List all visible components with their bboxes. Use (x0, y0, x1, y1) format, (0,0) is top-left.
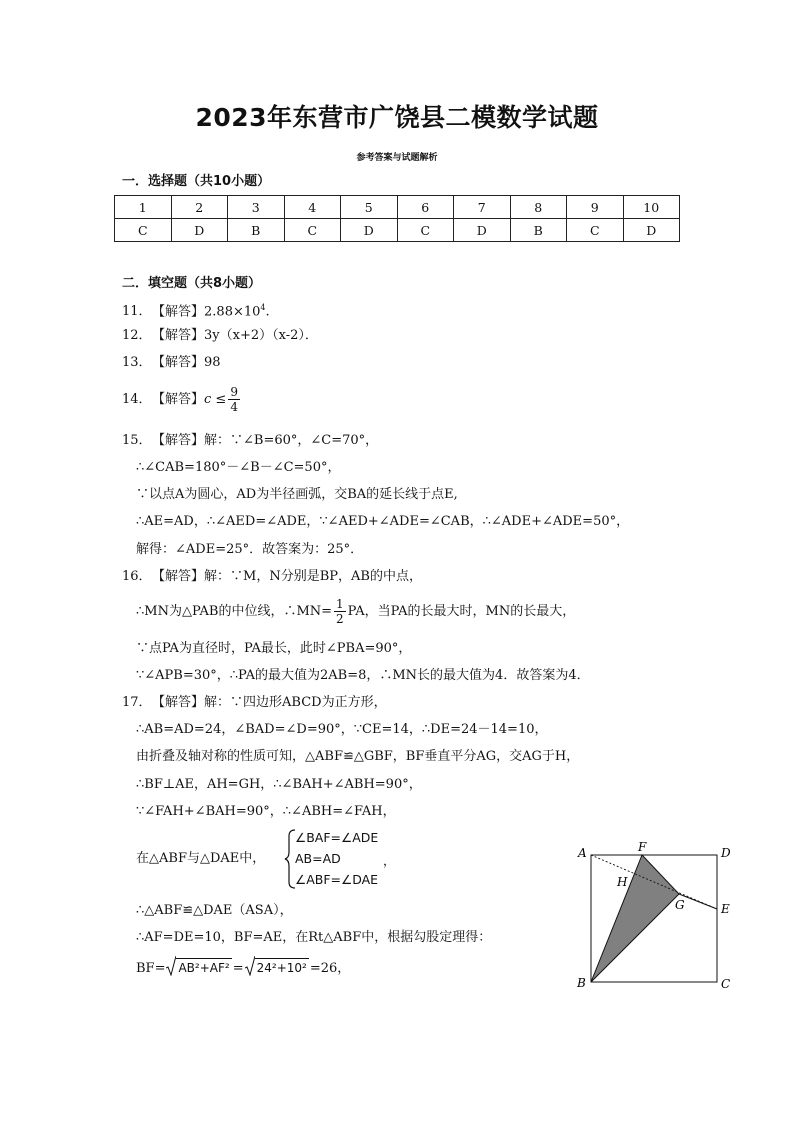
table-cell-answer: D (341, 219, 398, 242)
label-d: D (721, 846, 731, 860)
question-17 (122, 694, 387, 712)
solution-line: 由折叠及轴对称的性质可知，△ABF≌△GBF，BF垂直平分AG，交AG于H， (136, 749, 580, 764)
label-a: A (578, 846, 587, 860)
solution-line: 解：∵∠B=60°，∠C=70°， (204, 433, 379, 448)
solution-text: BF= (136, 961, 166, 976)
radical-sign-icon (245, 956, 255, 976)
fraction (334, 597, 346, 626)
solution-text: ∴MN为△PAB的中位线，∴MN= (136, 604, 333, 619)
solution-line-with-fraction (136, 595, 575, 629)
solution-line: ∵点PA为直径时，PA最长，此时∠PBA=90°， (136, 641, 412, 656)
table-cell-answer: B (510, 219, 567, 242)
answer-tag: 【解答】 (152, 355, 205, 370)
answer-inequality: c ≤ (204, 392, 227, 407)
question-number: 17． (122, 695, 152, 710)
table-cell-number: 1 (115, 196, 172, 219)
question-12 (122, 327, 318, 345)
question-14 (122, 383, 242, 417)
solution-line: ∴AE=AD，∴∠AED=∠ADE，∵∠AED+∠ADE=∠CAB，∴∠ADE+∠ADE=50°， (136, 514, 630, 529)
square-root (245, 958, 309, 978)
table-cell-answer: C (397, 219, 454, 242)
question-number: 12． (122, 328, 152, 343)
table-cell-answer: C (567, 219, 624, 242)
solution-line: ∴△ABF≌△DAE（ASA）， (136, 903, 293, 918)
case-line-2: AB=AD (295, 851, 341, 866)
solution-text: =26， (309, 961, 351, 976)
answer-tag: 【解答】 (152, 569, 205, 584)
table-cell-answer: C (115, 219, 172, 242)
equals-sign: = (232, 961, 244, 976)
table-cell-number: 10 (623, 196, 680, 219)
answer-text: 98 (204, 355, 221, 370)
question-15 (122, 432, 378, 450)
solution-line-sqrt (136, 958, 350, 978)
solution-line: ∵以点A为圆心，AD为半径画弧，交BA的延长线于点E, (136, 487, 458, 502)
label-e: E (721, 902, 730, 916)
table-cell-answer: D (623, 219, 680, 242)
solution-line: ∴BF⊥AE，AH=GH，∴∠BAH+∠ABH=90°， (136, 777, 422, 792)
radical-sign-icon (166, 956, 176, 976)
question-11 (122, 299, 270, 321)
solution-line: ∵∠FAH+∠BAH=90°，∴∠ABH=∠FAH， (136, 804, 396, 819)
question-number: 15． (122, 433, 152, 448)
radicand: 24²+10² (255, 958, 309, 977)
solution-line: ∴∠CAB=180°－∠B－∠C=50°， (136, 460, 341, 475)
case-line-3: ∠ABF=∠DAE (295, 872, 379, 887)
question-number: 16． (122, 569, 152, 584)
table-cell-number: 9 (567, 196, 624, 219)
page-subtitle: 参考答案与试题解析 (356, 153, 438, 163)
label-b: B (577, 976, 586, 990)
case-line-1: ∠BAF=∠ADE (295, 830, 379, 845)
fraction-denominator: 4 (230, 400, 238, 414)
label-g: G (675, 898, 685, 912)
answer-text: 3y（x+2）（x-2）． (204, 328, 318, 343)
solution-line: ∴AB=AD=24，∠BAD=∠D=90°，∵CE=14，∴DE=24－14=10， (136, 722, 548, 737)
table-cell-answer: D (454, 219, 511, 242)
page-title: 2023年东营市广饶县二模数学试题 (195, 103, 599, 132)
question-16 (122, 568, 422, 586)
square-root (166, 958, 231, 978)
answer-exponent: 4 (260, 303, 266, 312)
table-cell-number: 6 (397, 196, 454, 219)
answer-end: . (265, 304, 270, 320)
table-cell-number: 7 (454, 196, 511, 219)
geometry-figure (575, 838, 745, 998)
table-row-numbers (115, 196, 680, 219)
answer-tag: 【解答】 (152, 328, 205, 343)
table-cell-number: 8 (510, 196, 567, 219)
segment-ge (679, 894, 717, 909)
label-f: F (638, 840, 647, 854)
table-cell-number: 4 (284, 196, 341, 219)
answer-base: 2.88×10 (204, 304, 261, 320)
solution-line: ∴AF=DE=10，BF=AE，在Rt△ABF中，根据勾股定理得： (136, 930, 492, 945)
fraction (228, 385, 240, 414)
fraction-numerator: 1 (336, 597, 344, 611)
question-number: 13． (122, 355, 152, 370)
label-c: C (721, 977, 731, 991)
question-number: 11． (122, 304, 152, 320)
table-cell-number: 2 (171, 196, 228, 219)
solution-text: PA，当PA的长最大时，MN的长最大， (347, 604, 576, 619)
table-cell-answer: B (228, 219, 285, 242)
answer-tag: 【解答】 (152, 392, 205, 407)
section-heading-choice: 一．选择题（共10小题） (122, 174, 271, 189)
label-h: H (617, 875, 628, 889)
answer-tag: 【解答】 (152, 695, 205, 710)
solution-line: 解：∵四边形ABCD为正方形， (204, 695, 387, 710)
table-cell-answer: D (171, 219, 228, 242)
choice-answer-table (114, 195, 680, 242)
question-number: 14． (122, 392, 152, 407)
fraction-numerator: 9 (230, 385, 238, 399)
fraction-denominator: 2 (336, 612, 344, 626)
answer-tag: 【解答】 (152, 433, 205, 448)
table-cell-number: 3 (228, 196, 285, 219)
section-heading-fill: 二．填空题（共8小题） (122, 276, 262, 291)
table-cell-number: 5 (341, 196, 398, 219)
shaded-triangle (591, 855, 679, 982)
radicand: AB²+AF² (176, 958, 231, 977)
table-row-answers (115, 219, 680, 242)
answer-tag: 【解答】 (152, 304, 205, 320)
case-end: ， (383, 853, 396, 868)
equation-system (283, 828, 396, 890)
table-cell-answer: C (284, 219, 341, 242)
solution-line: 解：∵M，N分别是BP，AB的中点， (204, 569, 422, 584)
question-13 (122, 354, 221, 372)
solution-line: 解得：∠ADE=25°．故答案为：25°． (136, 542, 364, 557)
solution-line: 在△ABF与△DAE中， (136, 851, 266, 866)
solution-line: ∵∠APB=30°，∴PA的最大值为2AB=8，∴MN长的最大值为4．故答案为4． (136, 668, 590, 683)
